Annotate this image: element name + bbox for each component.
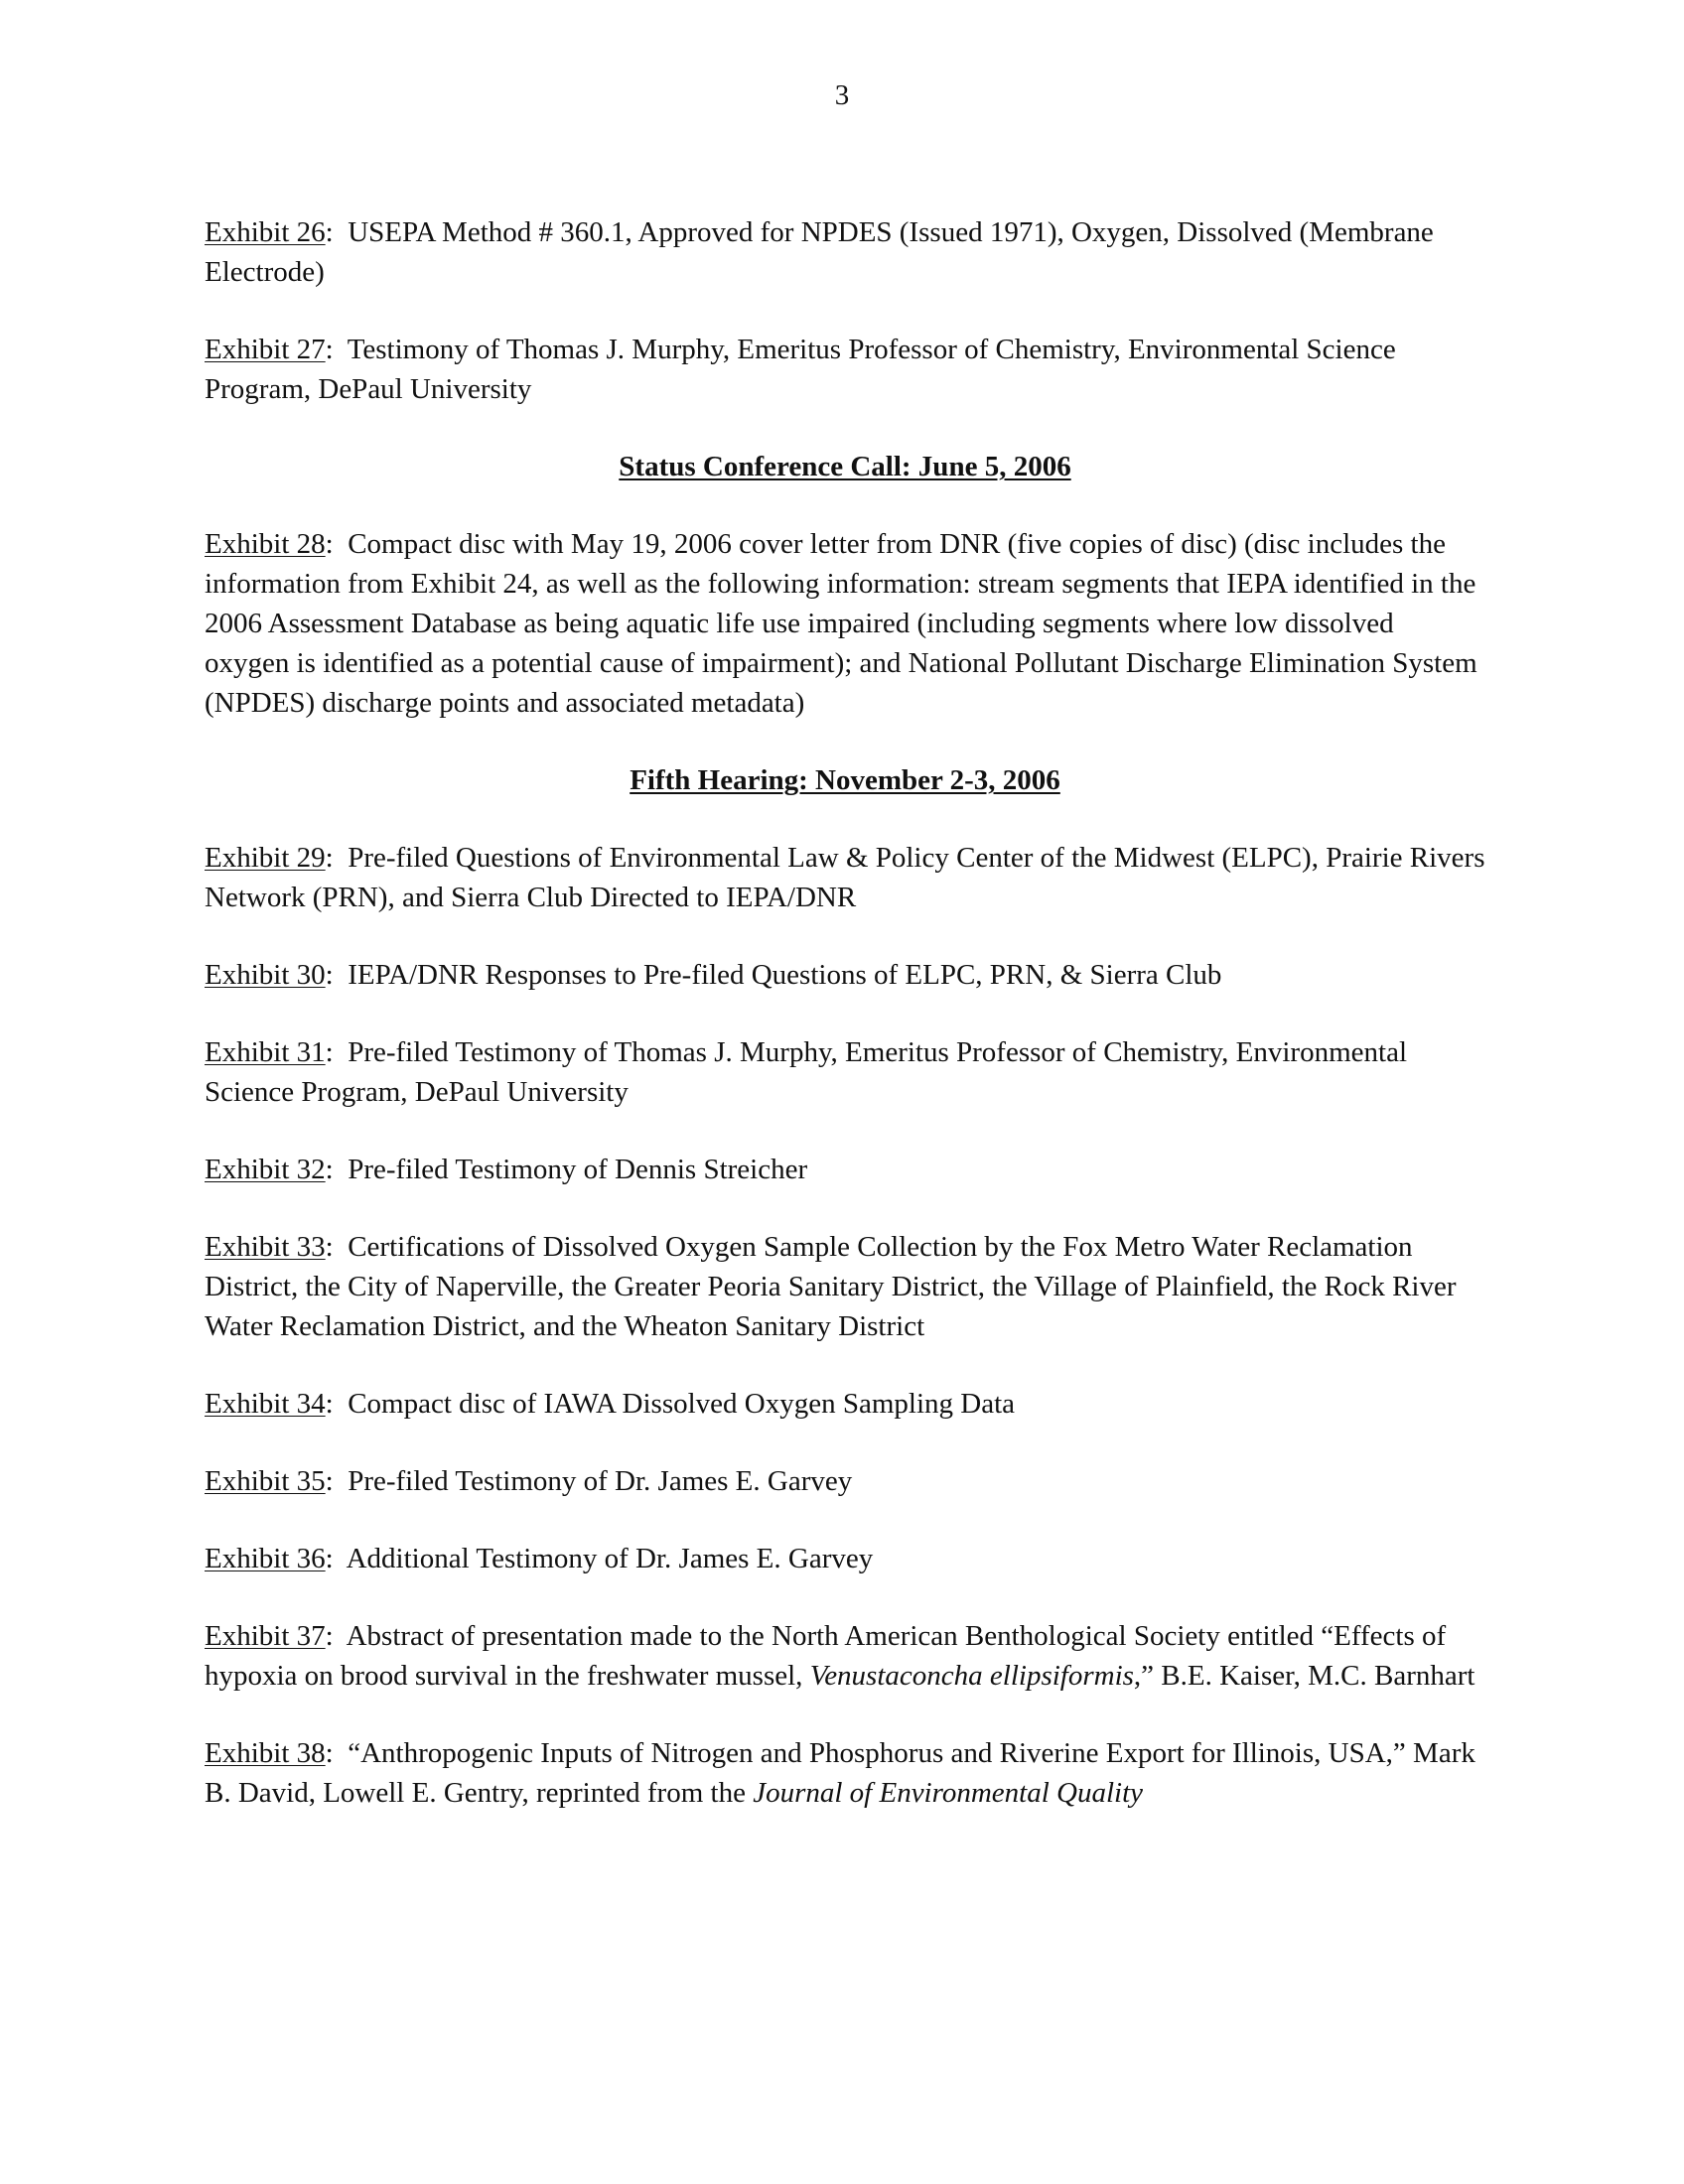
exhibit-26: Exhibit 26: USEPA Method # 360.1, Approved for NPDES (Issued 1971), Oxygen, Dissolved (Membrane Electrode) bbox=[205, 216, 1434, 288]
exhibit-30: Exhibit 30: IEPA/DNR Responses to Pre-filed Questions of ELPC, PRN, & Sierra Club bbox=[205, 959, 1222, 991]
exhibit-33: Exhibit 33: Certifications of Dissolved Oxygen Sample Collection by the Fox Metro Water Reclamation District, the City of Naperville, the Greater Peoria Sanitary District, the Village of Plainfield, the Rock River Water Reclamation District, and the Wheaton Sanitary District bbox=[205, 1231, 1457, 1342]
exhibit-text: Compact disc with May 19, 2006 cover letter from DNR (five copies of disc) (disc includes the information from Exhibit 24, as well as the following information: stream segments that IEPA identified in the 2006 Assessment Database as being aquatic life use impaired (including segments where low dissolved oxygen is identified as a potential cause of impairment); and National Pollutant Discharge Elimination System (NPDES) discharge points and associated metadata) bbox=[205, 528, 1477, 719]
exhibit-label: Exhibit 30 bbox=[205, 959, 326, 991]
exhibit-text: IEPA/DNR Responses to Pre-filed Questions of ELPC, PRN, & Sierra Club bbox=[348, 959, 1222, 991]
exhibit-label: Exhibit 37 bbox=[205, 1620, 326, 1652]
exhibit-37: Exhibit 37: Abstract of presentation made to the North American Benthological Society entitled “Effects of hypoxia on brood survival in the freshwater mussel, Venustaconcha ellipsiformis,” B.E. Kaiser, M.C. Barnhart bbox=[205, 1620, 1475, 1692]
exhibit-38: Exhibit 38: “Anthropogenic Inputs of Nitrogen and Phosphorus and Riverine Export for Illinois, USA,” Mark B. David, Lowell E. Gentry, reprinted from the Journal of Environmental Quality bbox=[205, 1737, 1475, 1809]
exhibit-31: Exhibit 31: Pre-filed Testimony of Thomas J. Murphy, Emeritus Professor of Chemistry, Environmental Science Program, DePaul University bbox=[205, 1036, 1408, 1108]
exhibit-label: Exhibit 29 bbox=[205, 842, 326, 874]
page-number: 3 bbox=[834, 79, 850, 111]
exhibit-label: Exhibit 33 bbox=[205, 1231, 326, 1263]
exhibit-text: USEPA Method # 360.1, Approved for NPDES (Issued 1971), Oxygen, Dissolved (Membrane Electrode) bbox=[205, 216, 1434, 288]
exhibit-list bbox=[205, 212, 1485, 1850]
section-heading-status-conference: Status Conference Call: June 5, 2006 bbox=[619, 451, 1071, 482]
exhibit-27: Exhibit 27: Testimony of Thomas J. Murphy, Emeritus Professor of Chemistry, Environmental Science Program, DePaul University bbox=[205, 334, 1396, 405]
exhibit-label: Exhibit 32 bbox=[205, 1154, 326, 1185]
section-heading-fifth-hearing: Fifth Hearing: November 2-3, 2006 bbox=[630, 764, 1060, 796]
exhibit-text: Pre-filed Testimony of Thomas J. Murphy, Emeritus Professor of Chemistry, Environmental Science Program, DePaul University bbox=[205, 1036, 1408, 1108]
exhibit-28: Exhibit 28: Compact disc with May 19, 2006 cover letter from DNR (five copies of disc) (disc includes the information from Exhibit 24, as well as the following information: stream segments that IEPA identified in the 2006 Assessment Database as being aquatic life use impaired (including segments where low dissolved oxygen is identified as a potential cause of impairment); and National Pollutant Discharge Elimination System (NPDES) discharge points and associated metadata) bbox=[205, 528, 1477, 719]
exhibit-text: Pre-filed Questions of Environmental Law & Policy Center of the Midwest (ELPC), Prairie Rivers Network (PRN), and Sierra Club Directed to IEPA/DNR bbox=[205, 842, 1485, 913]
exhibit-34: Exhibit 34: Compact disc of IAWA Dissolved Oxygen Sampling Data bbox=[205, 1388, 1016, 1420]
exhibit-text: Testimony of Thomas J. Murphy, Emeritus Professor of Chemistry, Environmental Science Program, DePaul University bbox=[205, 334, 1396, 405]
exhibit-35: Exhibit 35: Pre-filed Testimony of Dr. James E. Garvey bbox=[205, 1465, 853, 1497]
exhibit-32: Exhibit 32: Pre-filed Testimony of Dennis Streicher bbox=[205, 1154, 808, 1185]
exhibit-text: Certifications of Dissolved Oxygen Sample Collection by the Fox Metro Water Reclamation District, the City of Naperville, the Greater Peoria Sanitary District, the Village of Plainfield, the Rock River Water Reclamation District, and the Wheaton Sanitary District bbox=[205, 1231, 1457, 1342]
exhibit-text: Compact disc of IAWA Dissolved Oxygen Sampling Data bbox=[348, 1388, 1016, 1420]
exhibit-label: Exhibit 27 bbox=[205, 334, 326, 365]
exhibit-text-italic: Venustaconcha ellipsiformis bbox=[809, 1660, 1134, 1692]
exhibit-text: Pre-filed Testimony of Dennis Streicher bbox=[348, 1154, 808, 1185]
exhibit-29: Exhibit 29: Pre-filed Questions of Environmental Law & Policy Center of the Midwest (ELPC), Prairie Rivers Network (PRN), and Sierra Club Directed to IEPA/DNR bbox=[205, 842, 1485, 913]
exhibit-label: Exhibit 35 bbox=[205, 1465, 326, 1497]
exhibit-text: Pre-filed Testimony of Dr. James E. Garvey bbox=[348, 1465, 853, 1497]
exhibit-text: Abstract of presentation made to the North American Benthological Society entitled “Effects of hypoxia on brood survival in the freshwater mussel, bbox=[205, 1620, 1447, 1692]
exhibit-label: Exhibit 31 bbox=[205, 1036, 326, 1068]
exhibit-text-italic: Journal of Environmental Quality bbox=[753, 1777, 1143, 1809]
exhibit-label: Exhibit 34 bbox=[205, 1388, 326, 1420]
exhibit-text: “Anthropogenic Inputs of Nitrogen and Phosphorus and Riverine Export for Illinois, USA,” Mark B. David, Lowell E. Gentry, reprinted from the bbox=[205, 1737, 1475, 1809]
exhibit-text-after: ,” B.E. Kaiser, M.C. Barnhart bbox=[1133, 1660, 1475, 1692]
exhibit-label: Exhibit 28 bbox=[205, 528, 326, 560]
exhibit-text: Additional Testimony of Dr. James E. Garvey bbox=[346, 1543, 874, 1574]
exhibit-label: Exhibit 36 bbox=[205, 1543, 326, 1574]
exhibit-label: Exhibit 38 bbox=[205, 1737, 326, 1769]
exhibit-label: Exhibit 26 bbox=[205, 216, 326, 248]
exhibit-36: Exhibit 36: Additional Testimony of Dr. James E. Garvey bbox=[205, 1543, 874, 1574]
